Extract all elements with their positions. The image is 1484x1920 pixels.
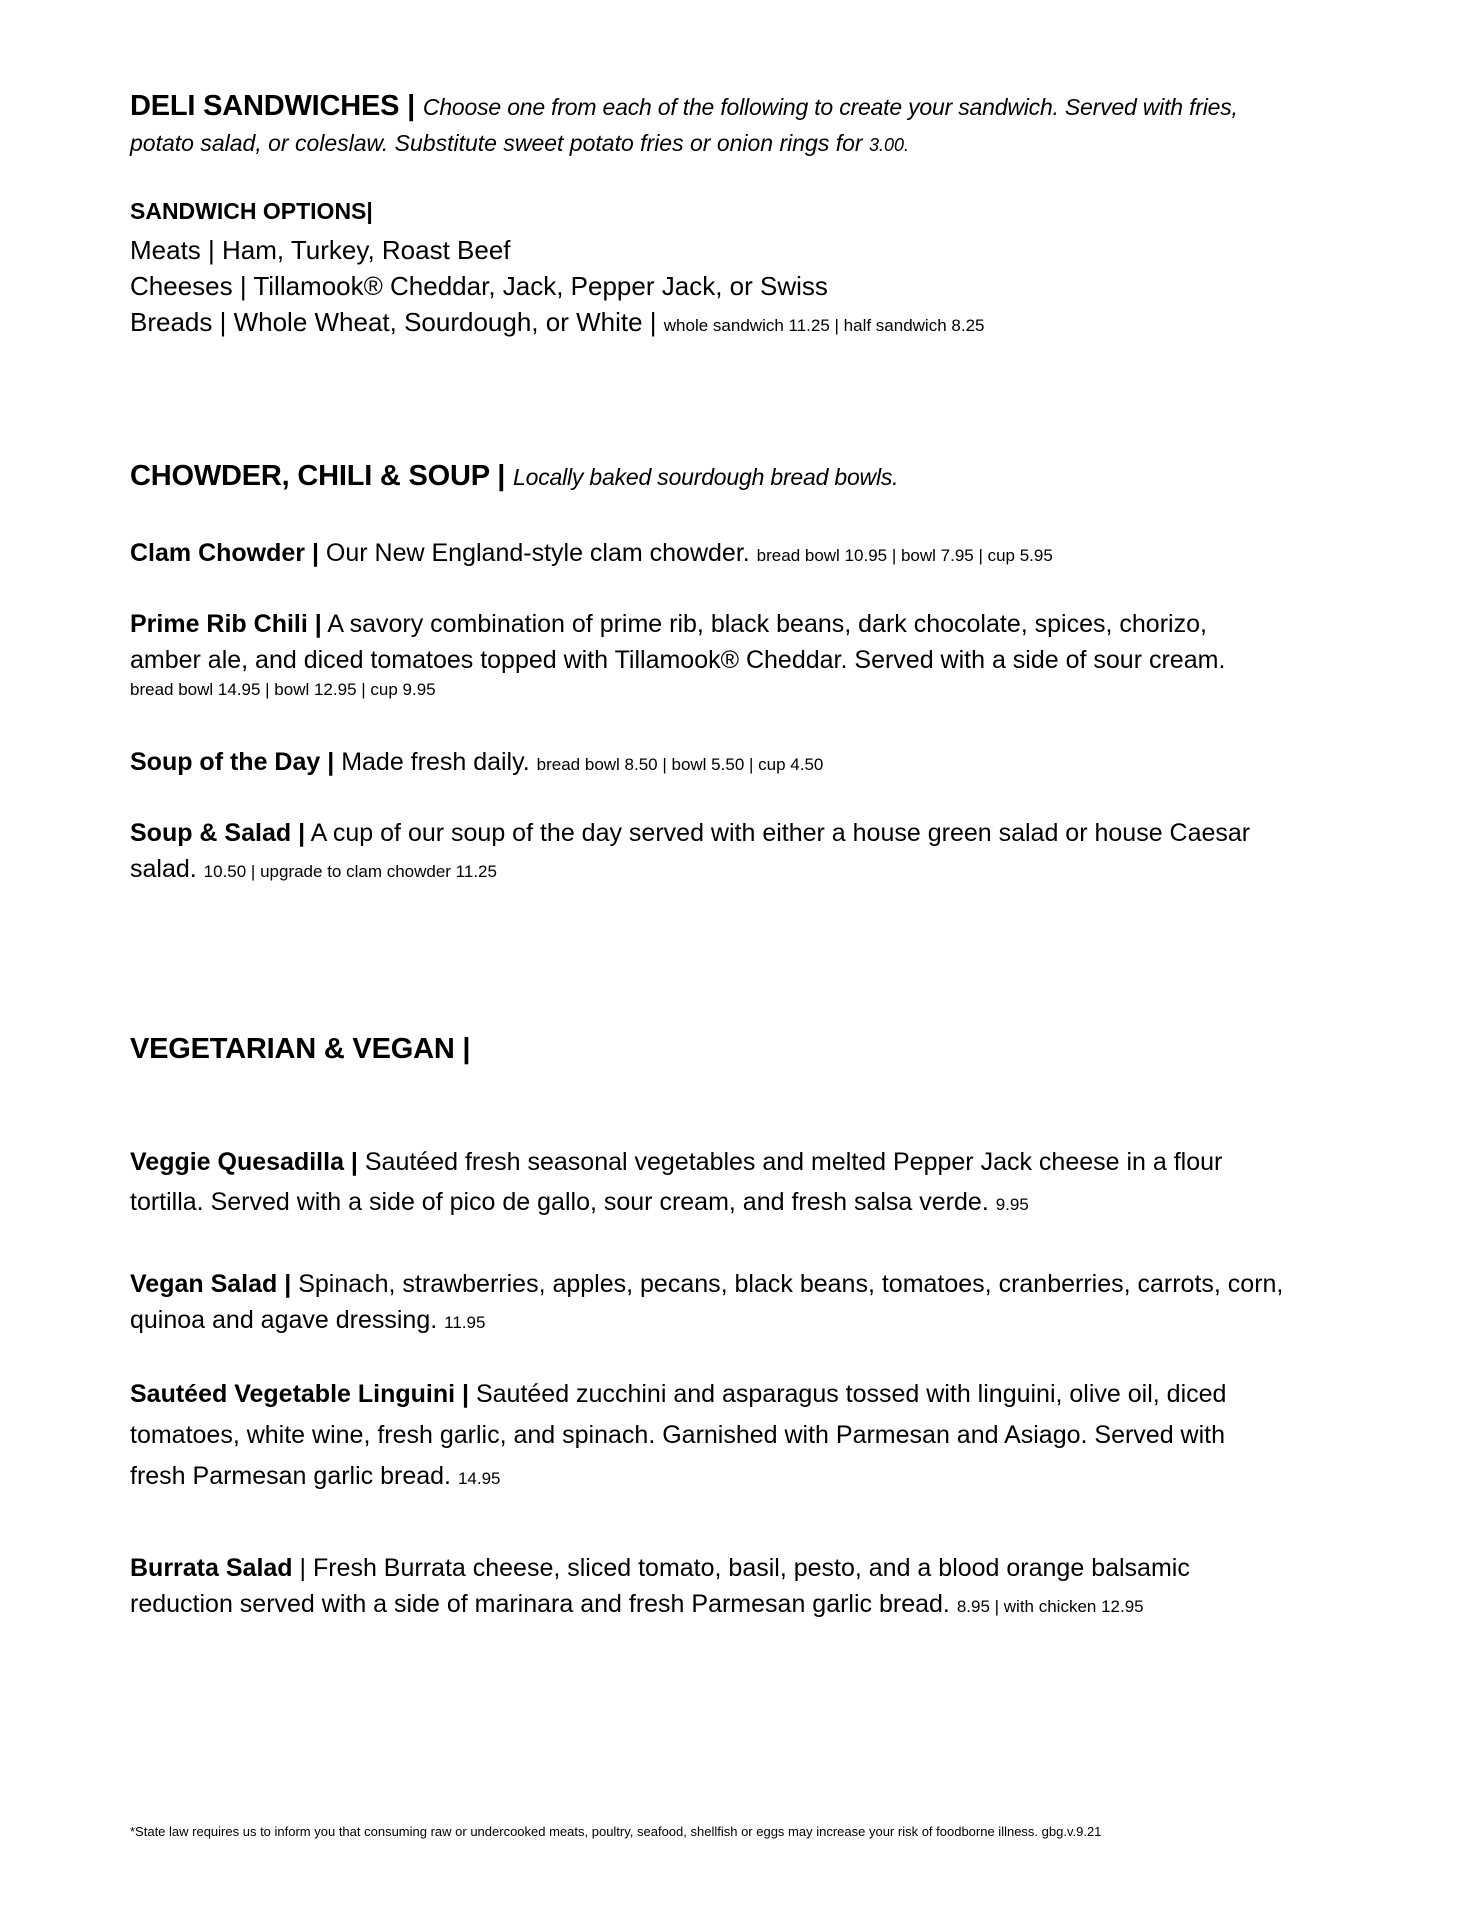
deli-intro-line1: Choose one from each of the following to create your sandwich. Served with fries,	[422, 94, 1238, 120]
deli-intro-line2-row	[130, 130, 1360, 157]
deli-intro-price: 3.00.	[868, 135, 910, 155]
sandwich-options-title: SANDWICH OPTIONS|	[130, 198, 373, 224]
item-desc-line2: salad.	[130, 855, 197, 883]
item-name: Soup & Salad |	[130, 819, 306, 847]
foodborne-illness-footnote: *State law requires us to inform you that consuming raw or undercooked meats, poultry, seafood, shellfish or eggs may increase your risk of foodborne illness. gbg.v.9.21	[130, 1824, 1102, 1839]
item-desc-line2: tortilla. Served with a side of pico de gallo, sour cream, and fresh salsa verde.	[130, 1188, 989, 1216]
item-desc-line3: fresh Parmesan garlic bread.	[130, 1462, 451, 1490]
item-desc-line1: | Fresh Burrata cheese, sliced tomato, basil, pesto, and a blood orange balsamic	[299, 1554, 1190, 1582]
item-name: Clam Chowder |	[130, 539, 319, 567]
menu-item-clam-chowder	[130, 535, 1360, 574]
item-price: bread bowl 10.95 | bowl 7.95 | cup 5.95	[756, 546, 1053, 565]
item-name: Prime Rib Chili |	[130, 610, 322, 638]
soup-heading	[130, 460, 1360, 493]
item-name: Soup of the Day |	[130, 748, 335, 776]
veg-title: VEGETARIAN & VEGAN |	[130, 1033, 471, 1065]
item-desc: Made fresh daily.	[341, 748, 530, 776]
item-price: 9.95	[995, 1195, 1029, 1214]
item-price: bread bowl 14.95 | bowl 12.95 | cup 9.95	[130, 680, 436, 699]
menu-item-veggie-quesadilla	[130, 1142, 1360, 1225]
soup-intro: Locally baked sourdough bread bowls.	[513, 464, 899, 490]
menu-item-prime-rib-chili	[130, 606, 1360, 702]
menu-item-vegan-salad	[130, 1266, 1360, 1341]
item-name: Burrata Salad	[130, 1554, 293, 1582]
item-name: Sautéed Vegetable Linguini |	[130, 1380, 470, 1408]
sandwich-price: whole sandwich 11.25 | half sandwich 8.25	[663, 316, 985, 335]
item-desc-line1: Sautéed zucchini and asparagus tossed with linguini, olive oil, diced	[475, 1380, 1227, 1408]
item-desc-line2: tomatoes, white wine, fresh garlic, and spinach. Garnished with Parmesan and Asiago. Served with	[130, 1421, 1226, 1449]
deli-title: DELI SANDWICHES |	[130, 90, 416, 122]
menu-item-vegetable-linguini	[130, 1374, 1360, 1499]
menu-item-burrata-salad	[130, 1550, 1360, 1625]
item-price: 10.50 | upgrade to clam chowder 11.25	[203, 862, 497, 881]
sandwich-meats: Meats | Ham, Turkey, Roast Beef	[130, 235, 511, 265]
item-price: 11.95	[444, 1313, 486, 1332]
item-desc-line2: quinoa and agave dressing.	[130, 1306, 438, 1334]
item-desc-line1: Sautéed fresh seasonal vegetables and melted Pepper Jack cheese in a flour	[364, 1148, 1223, 1176]
veg-heading	[130, 1033, 1360, 1066]
sandwich-cheeses: Cheeses | Tillamook® Cheddar, Jack, Pepper Jack, or Swiss	[130, 271, 828, 301]
sandwich-breads: Breads | Whole Wheat, Sourdough, or White |	[130, 307, 657, 337]
sandwich-breads-row	[130, 304, 1360, 344]
item-price: bread bowl 8.50 | bowl 5.50 | cup 4.50	[536, 755, 824, 774]
soup-title: CHOWDER, CHILI & SOUP |	[130, 460, 506, 492]
deli-intro-line2: potato salad, or coleslaw. Substitute sweet potato fries or onion rings for	[130, 130, 863, 156]
menu-item-soup-of-the-day	[130, 744, 1360, 783]
item-desc-line1: A savory combination of prime rib, black beans, dark chocolate, spices, chorizo,	[327, 610, 1207, 638]
item-name: Vegan Salad |	[130, 1270, 292, 1298]
item-desc-line2: amber ale, and diced tomatoes topped with Tillamook® Cheddar. Served with a side of sour cream.	[130, 646, 1226, 674]
item-desc-line1: A cup of our soup of the day served with either a house green salad or house Caesar	[310, 819, 1251, 847]
item-desc-line2: reduction served with a side of marinara and fresh Parmesan garlic bread.	[130, 1590, 950, 1618]
item-name: Veggie Quesadilla |	[130, 1148, 358, 1176]
menu-item-soup-and-salad	[130, 815, 1360, 890]
item-price: 14.95	[457, 1469, 501, 1488]
item-desc-line1: Spinach, strawberries, apples, pecans, black beans, tomatoes, cranberries, carrots, corn,	[298, 1270, 1284, 1298]
item-price: 8.95 | with chicken 12.95	[956, 1597, 1144, 1616]
item-desc: Our New England-style clam chowder.	[325, 539, 750, 567]
deli-heading	[130, 90, 1360, 123]
